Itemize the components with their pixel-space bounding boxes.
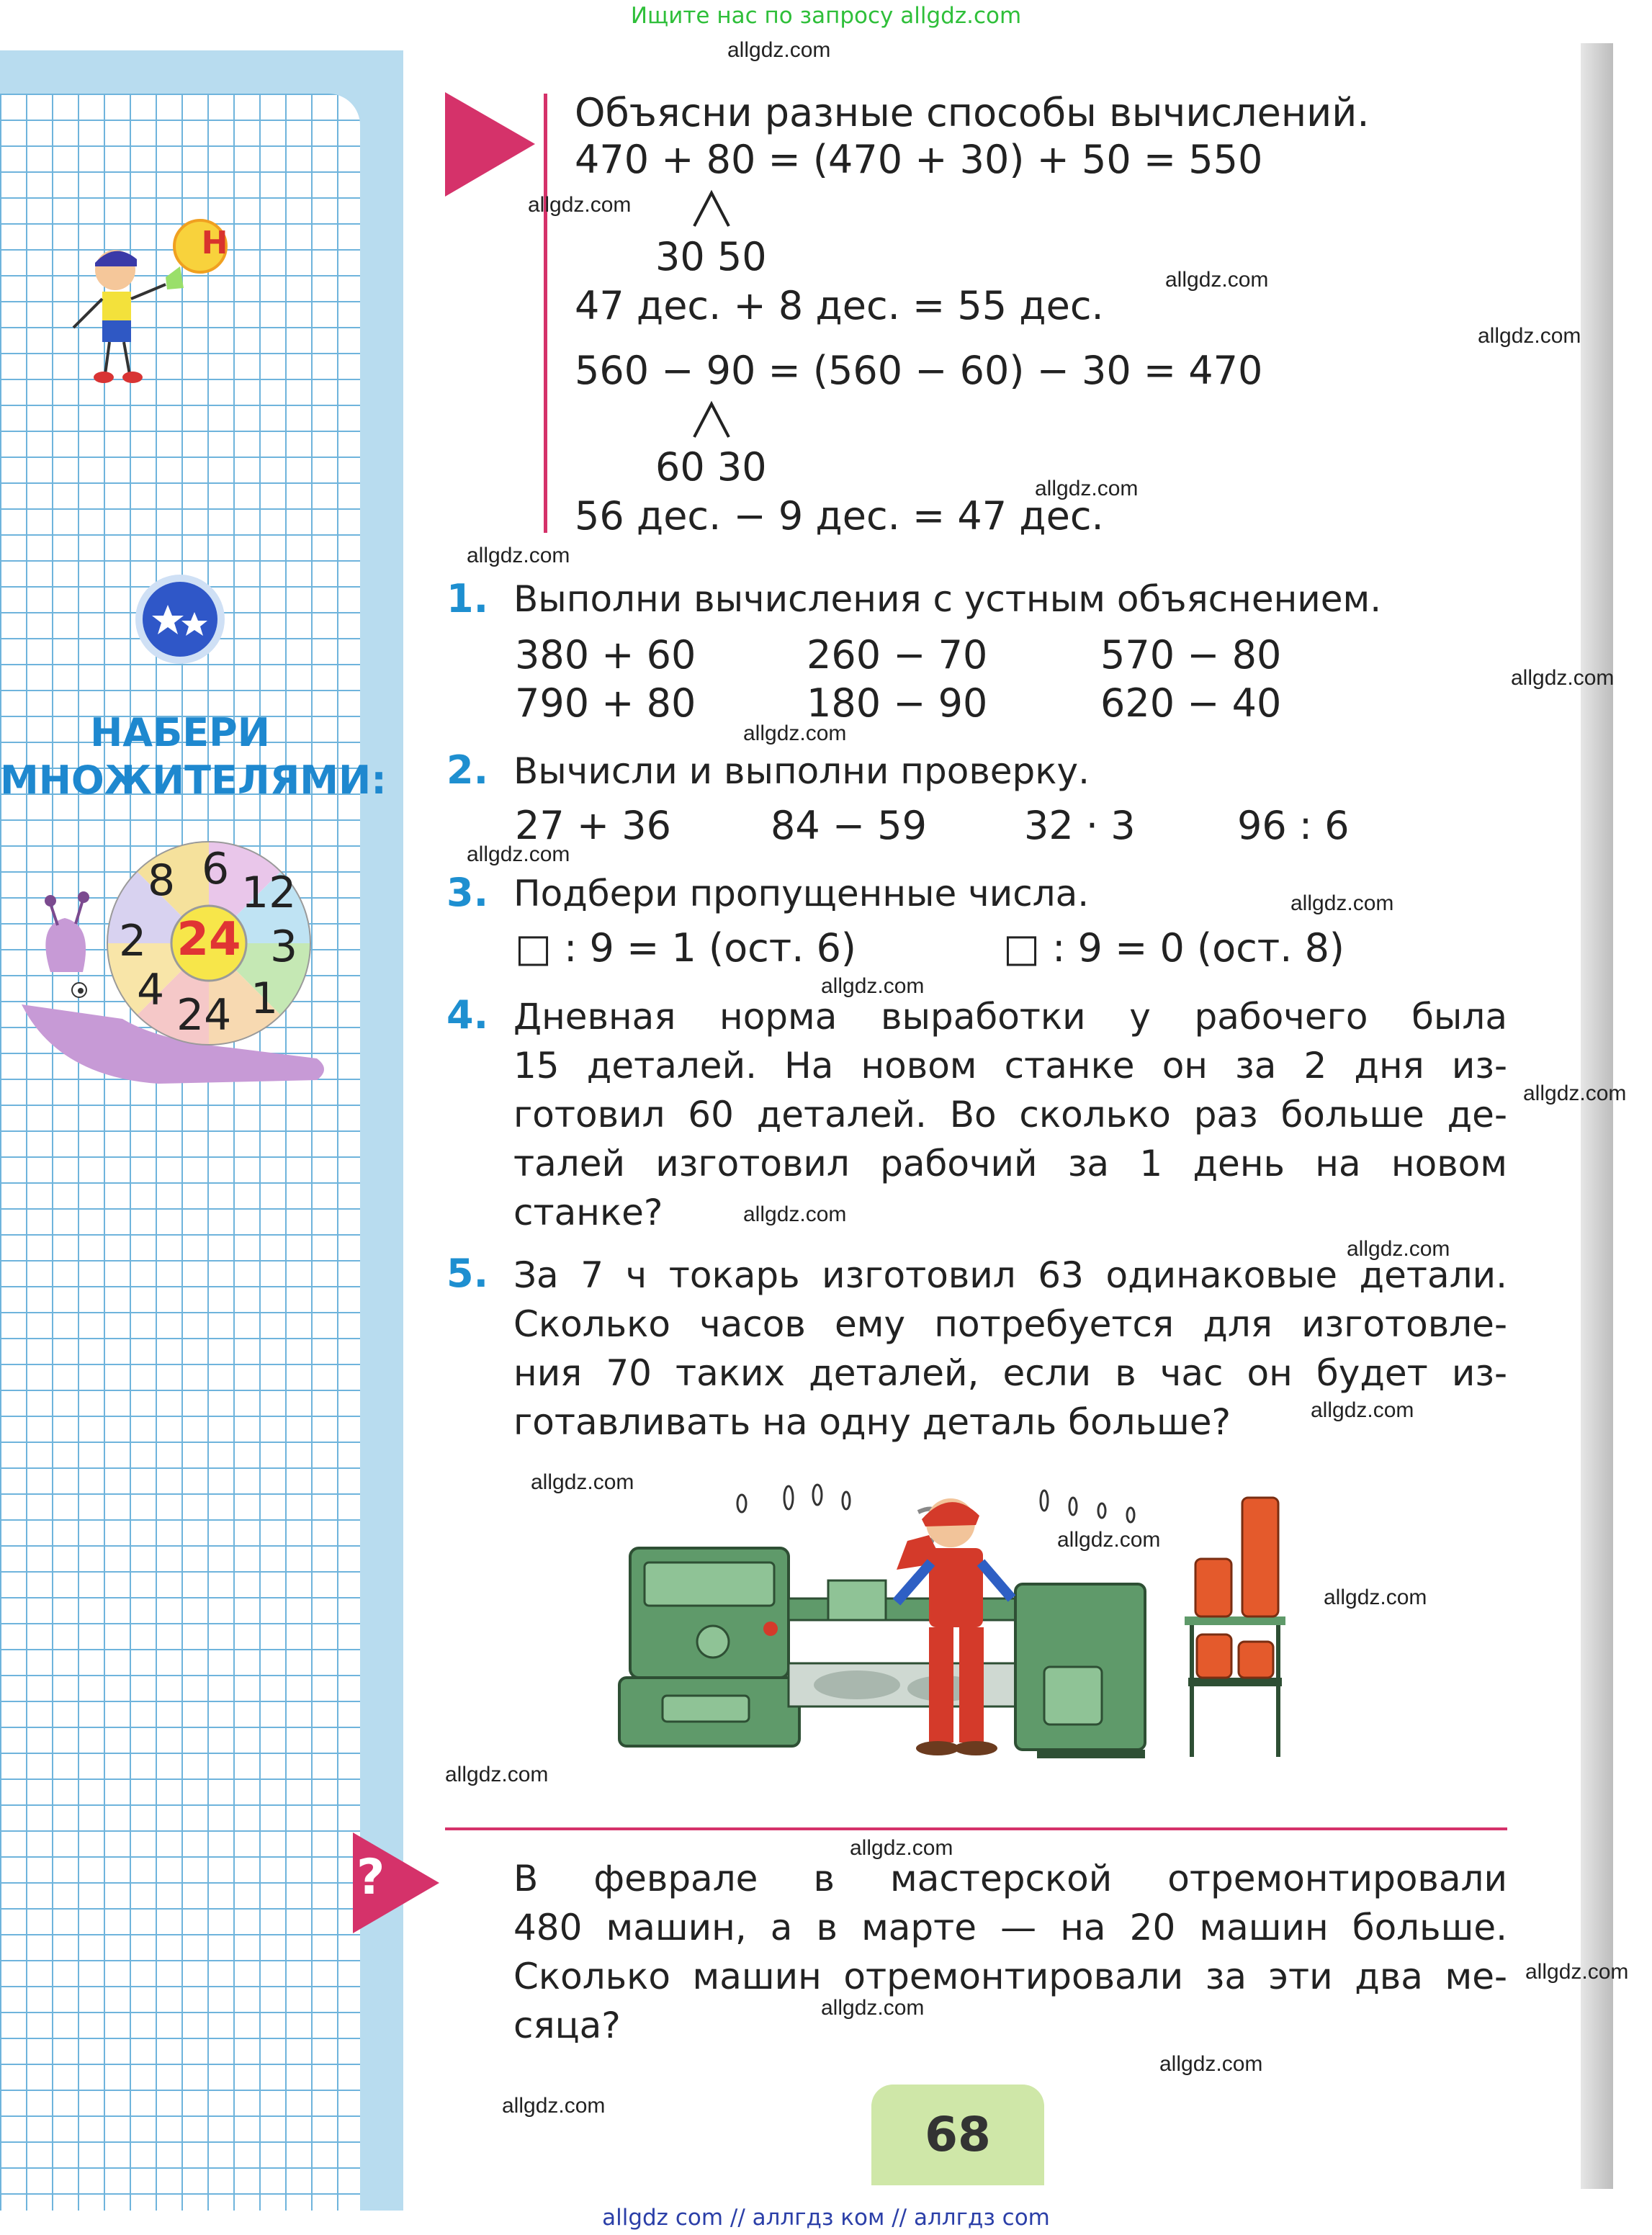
task5-line: ния 70 таких деталей, если в час он будет из- — [513, 1352, 1507, 1394]
task4-text — [513, 992, 1507, 1237]
task3-number: 3. — [446, 870, 489, 915]
task2-expr: 96 : 6 — [1237, 803, 1350, 848]
question-line: сяца? — [513, 2005, 621, 2046]
task2-number: 2. — [446, 747, 489, 793]
task5-line: За 7 ч токарь изготовил 63 одинаковые детали. — [513, 1254, 1507, 1296]
watermark: allgdz.com — [502, 2094, 606, 2118]
page-edge — [1581, 43, 1613, 2189]
divider — [445, 1827, 1507, 1830]
task5-number: 5. — [446, 1251, 489, 1296]
watermark: allgdz.com — [743, 1202, 847, 1226]
question-line: 480 машин, а в марте — на 20 машин больше. — [513, 1907, 1507, 1948]
question-line: Сколько машин отремонтировали за эти два ме- — [513, 1956, 1507, 1997]
grid-card — [0, 94, 387, 2211]
task4-line: талей изготовил рабочий за 1 день на новом — [513, 1143, 1507, 1184]
watermark: allgdz.com — [445, 1763, 549, 1786]
wheel-number: 6 — [202, 844, 230, 894]
watermark: allgdz.com — [1511, 666, 1615, 690]
intro-line1: 470 + 80 = (470 + 30) + 50 = 550 — [575, 137, 1263, 182]
split-caret-icon — [691, 400, 732, 440]
watermark: allgdz.com — [850, 1836, 953, 1860]
question-text — [513, 1854, 1507, 2050]
panel-title-line1: НАБЕРИ — [90, 710, 270, 755]
page-number: 68 — [925, 2107, 991, 2162]
intro-split1: 30 50 — [655, 234, 767, 279]
task3-text: Подбери пропущенные числа. — [513, 873, 1090, 914]
snail-number-wheel — [14, 839, 353, 1105]
watermark: allgdz.com — [1478, 324, 1581, 348]
bottom-banner[interactable]: allgdz com // аллгдз ком // аллгдз com — [602, 2205, 1050, 2231]
wheel-number: 12 — [241, 868, 297, 918]
watermark: allgdz.com — [531, 1470, 634, 1494]
panel-title — [0, 709, 387, 804]
stars-badge-icon — [133, 572, 227, 666]
watermark: allgdz.com — [743, 721, 847, 745]
watermark: allgdz.com — [1311, 1398, 1414, 1422]
wheel-number: 1 — [251, 973, 279, 1024]
split-caret-icon — [691, 189, 732, 229]
wheel-number: 4 — [137, 965, 165, 1015]
task2-expr: 32 · 3 — [1024, 803, 1136, 848]
task1-expr: 260 − 70 — [807, 632, 988, 678]
question-mark: ? — [356, 1849, 385, 1906]
wheel-number: 8 — [148, 855, 176, 906]
task2-expr: 84 − 59 — [771, 803, 928, 848]
task2-expr: 27 + 36 — [515, 803, 672, 848]
task1-expr: 790 + 80 — [515, 680, 696, 726]
watermark: allgdz.com — [821, 1996, 925, 2020]
lathe-worker-illustration — [612, 1469, 1303, 1771]
watermark: allgdz.com — [1525, 1960, 1629, 1984]
task1-expr: 380 + 60 — [515, 632, 696, 678]
task4-line: станке? — [513, 1192, 663, 1233]
task1-text: Выполни вычисления с устным объяснением. — [513, 578, 1382, 620]
question-line: В феврале в мастерской отремонтировали — [513, 1858, 1507, 1899]
wheel-center: 24 — [176, 913, 241, 966]
wheel-number: 24 — [176, 990, 232, 1040]
wheel-number: 3 — [270, 922, 298, 972]
watermark: allgdz.com — [1165, 268, 1269, 292]
watermark: allgdz.com — [821, 974, 925, 998]
task1-expr: 570 − 80 — [1100, 632, 1282, 678]
watermark: allgdz.com — [1057, 1528, 1161, 1552]
task4-number: 4. — [446, 992, 489, 1038]
intro-bar — [544, 94, 547, 533]
watermark: allgdz.com — [528, 193, 632, 217]
task4-line: готовил 60 деталей. Во сколько раз больше де- — [513, 1094, 1507, 1136]
watermark: allgdz.com — [1159, 2052, 1263, 2076]
task3-eq2: □ : 9 = 0 (ост. 8) — [1003, 925, 1345, 971]
top-banner[interactable]: Ищите нас по запросу allgdz.com — [630, 3, 1022, 29]
task4-line: Дневная норма выработки у рабочего была — [513, 996, 1507, 1038]
task1-expr: 180 − 90 — [807, 680, 988, 726]
task2-text: Вычисли и выполни проверку. — [513, 750, 1090, 792]
intro-line2: 47 дес. + 8 дес. = 55 дес. — [575, 283, 1104, 328]
watermark: allgdz.com — [467, 544, 570, 567]
intro-line4: 56 дес. − 9 дес. = 47 дес. — [575, 493, 1104, 539]
watermark: allgdz.com — [1035, 477, 1139, 500]
watermark: allgdz.com — [1290, 891, 1394, 915]
watermark: allgdz.com — [1347, 1237, 1450, 1261]
task5-line: Сколько часов ему потребуется для изготовле- — [513, 1303, 1507, 1345]
badge-letter: Н — [201, 225, 228, 261]
task1-expr: 620 − 40 — [1100, 680, 1282, 726]
panel-title-line2: МНОЖИТЕЛЯМИ: — [0, 757, 387, 803]
task1-number: 1. — [446, 576, 489, 621]
watermark: allgdz.com — [467, 842, 570, 866]
watermark: allgdz.com — [1523, 1081, 1627, 1105]
watermark: allgdz.com — [1324, 1586, 1427, 1609]
intro-line3: 560 − 90 = (560 − 60) − 30 = 470 — [575, 348, 1263, 393]
page-number-tab — [871, 2085, 1044, 2185]
play-triangle-icon — [445, 92, 539, 197]
wheel-number: 2 — [119, 916, 147, 966]
task3-eq1: □ : 9 = 1 (ост. 6) — [515, 925, 857, 971]
watermark: allgdz.com — [727, 38, 831, 62]
task4-line: 15 деталей. На новом станке он за 2 дня из- — [513, 1045, 1507, 1087]
task5-line: готавливать на одну деталь больше? — [513, 1401, 1231, 1443]
intro-split2: 60 30 — [655, 444, 767, 490]
intro-title: Объясни разные способы вычислений. — [575, 90, 1370, 135]
